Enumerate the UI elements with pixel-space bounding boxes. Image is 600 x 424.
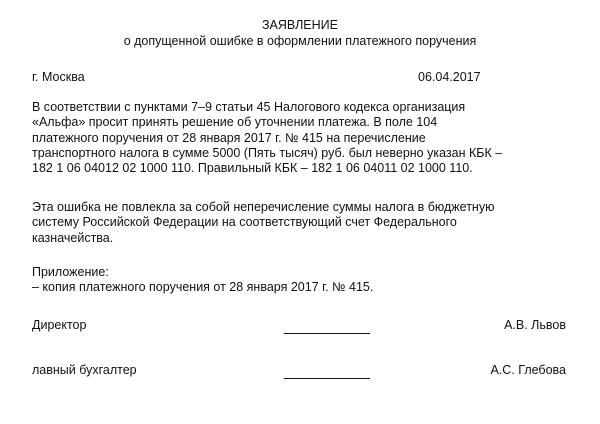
paragraph-line: систему Российской Федерации на соответствующий счет Федерального: [32, 215, 457, 230]
date-text: 06.04.2017: [418, 70, 481, 84]
paragraph-line: 182 1 06 04012 02 1000 110. Правильный КБК – 182 1 06 04011 02 1000 110.: [32, 161, 473, 176]
document-subtitle: о допущенной ошибке в оформлении платежного поручения: [123, 34, 477, 48]
signature-name: А.С. Глебова: [490, 363, 566, 377]
signature-position: лавный бухгалтер: [32, 363, 137, 377]
signature-line: [284, 333, 370, 334]
attachment-item: – копия платежного поручения от 28 января 2017 г. № 415.: [32, 280, 374, 295]
paragraph-line: В соответствии с пунктами 7–9 статьи 45 Налогового кодекса организация: [32, 100, 466, 114]
paragraph-line: казначейства.: [32, 230, 114, 245]
paragraph-line: транспортного налога в сумме 5000 (Пять тысяч) руб. был неверно указан КБК –: [32, 145, 503, 160]
signature-name: А.В. Львов: [504, 318, 566, 332]
signature-line: [284, 378, 370, 379]
attachment-label: Приложение:: [32, 265, 109, 279]
paragraph-1: [32, 100, 572, 176]
paragraph-2: [32, 200, 572, 246]
paragraph-line: «Альфа» просит принять решение об уточнении платежа. В поле 104: [32, 115, 438, 130]
document-title: ЗАЯВЛЕНИЕ: [261, 18, 338, 32]
attachment-block: [32, 265, 572, 296]
place-text: г. Москва: [32, 70, 85, 84]
paragraph-line: платежного поручения от 28 января 2017 г. № 415 на перечисление: [32, 130, 426, 145]
signature-position: Директор: [32, 318, 87, 332]
paragraph-line: Эта ошибка не повлекла за собой неперечисление суммы налога в бюджетную: [32, 200, 495, 214]
